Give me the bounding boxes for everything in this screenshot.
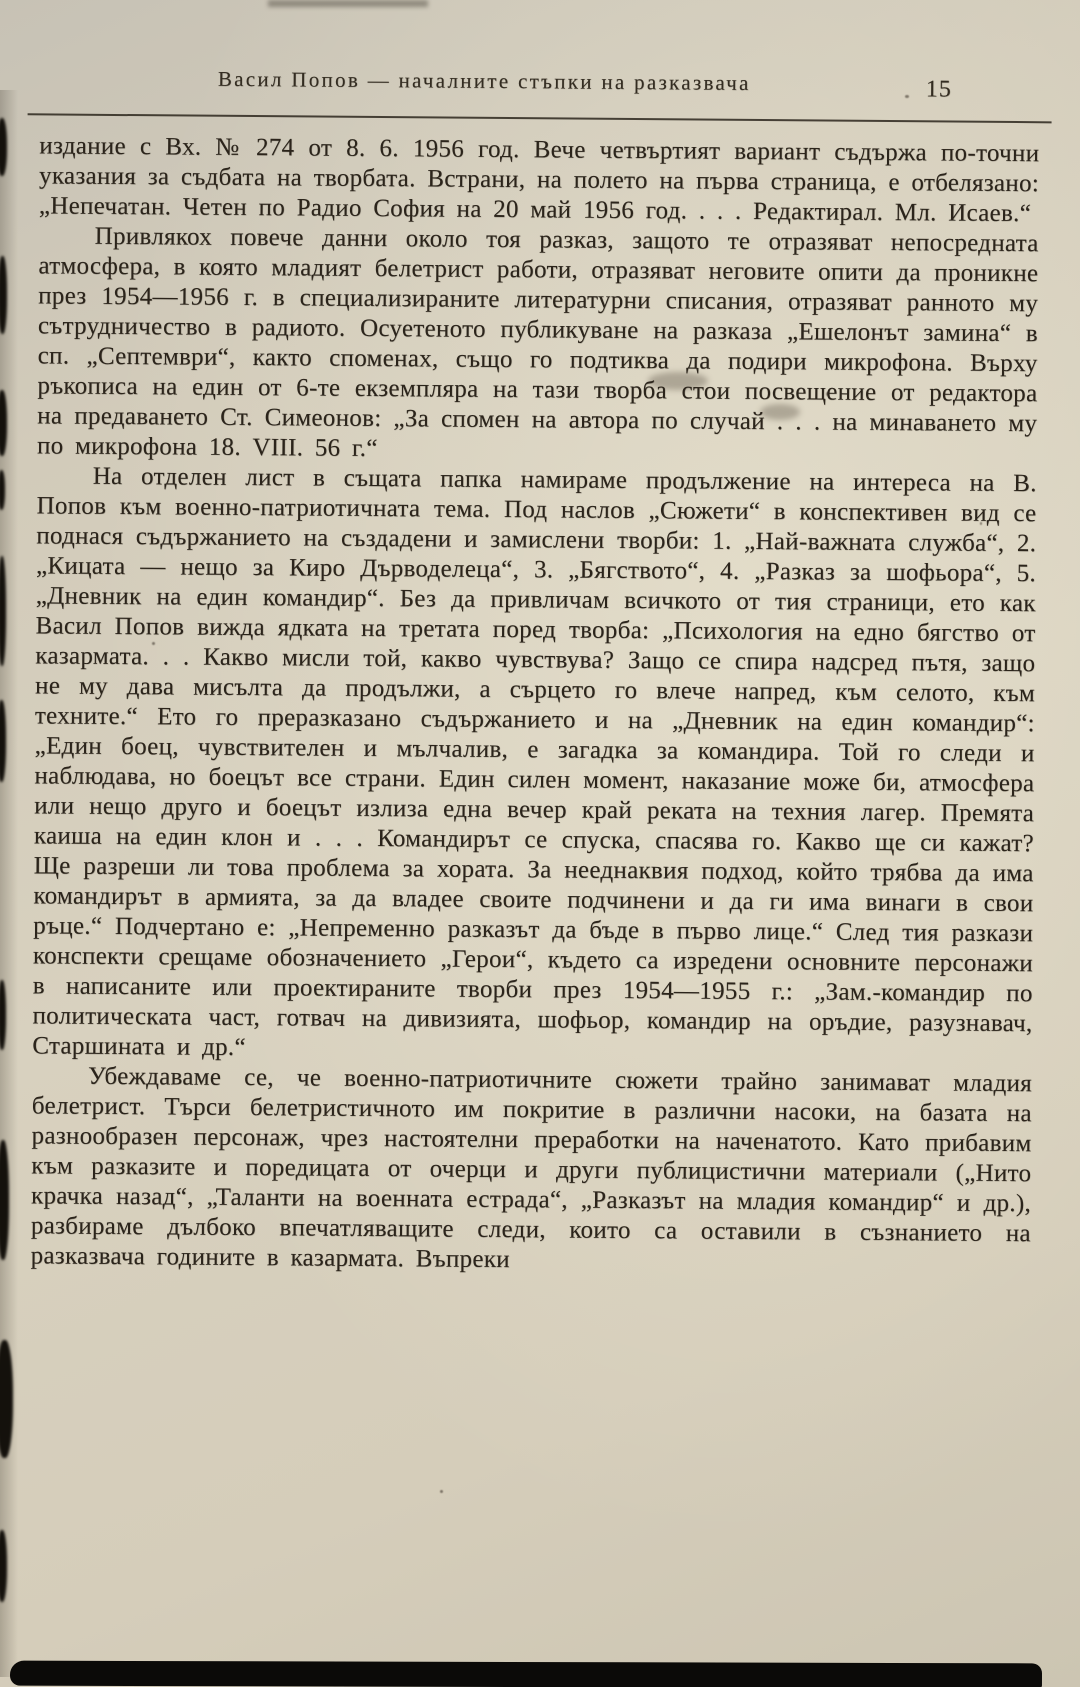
- binding-mark: [0, 1340, 13, 1458]
- paragraph-4: Убеждаваме се, че военно-патриотичните сюжети трайно занимават младия белетрист. Търси белетристичното им покритие в различни насоки, на базата на разнообразен персонаж, чрез настоятелни преработки на наченатото. Като прибавим към разказите и поредицата от очерци и други публицистични материали („Нито крачка назад“, „Таланти на военната естрада“, „Разказът на младия командир“ и др.), разбираме дълбоко впечатляващите следи, които са оставили в съзнанието на разказвача годините в казармата. Въпреки: [30, 1062, 1033, 1274]
- page-content: [31, 63, 1040, 1279]
- binding-mark: [0, 118, 7, 176]
- body-text: [31, 131, 1040, 1279]
- running-title: Васил Попов — началните стъпки на разказвача: [217, 66, 751, 95]
- scan-artifact-bottom-bar: [10, 1661, 1042, 1687]
- header-rule: [28, 113, 1052, 123]
- paper-speck: [440, 1490, 443, 1493]
- binding-mark: [0, 390, 7, 456]
- binding-mark: [0, 1530, 7, 1602]
- paragraph-3: На отделен лист в същата папка намираме продължение на интереса на В. Попов към военно-патриотичната тема. Под наслов „Сюжети“ в конспективен вид се поднася съдържанието на създадени и замислени творби: 1. „Най-важната служба“, 2. „Кицата — нещо за Киро Дърводелеца“, 3. „Бягството“, 4. „Разказ за шофьора“, 5. „Дневник на един командир“. Без да привличам всичкото от тия страници, ето как Васил Попов вижда ядката на третата поред творба: „Психология на едно бягство от казармата. . . Какво мисли той, какво чувствува? Защо се спира надсред пътя, защо не му дава мисълта да продължи, а сърцето го влече напред, към селото, към техните.“ Ето го преразказано съдържанието и на „Дневник на един командир“: „Един боец, чувствителен и мълчалив, е загадка за командира. Той го следи и наблюдава, но боецът все страни. Един силен момент, наказание може би, атмосфера или нещо друго и боецът излиза една вечер край реката на техния лагер. Премята каиша на един клон и . . . Командирът се спуска, спасява го. Какво ще си кажат? Ще разреши ли това проблема за хората. За нееднаквия подход, който трябва да има командирът в армията, за да владее своите подчинени и да ги има винаги в свои ръце.“ Подчертано е: „Непременно разказът да бъде в първо лице.“ След тия разкази конспекти срещаме обозначението „Герои“, където са изредени основните персонажи в написаните или проектираните творби през 1954—1955 г.: „Зам.-командир по политическата част, готвач на дивизията, шофьор, командир на оръдие, разузнавач, Старшината и др.“: [32, 462, 1037, 1062]
- binding-mark: [0, 256, 7, 334]
- page-number: 15: [925, 76, 952, 103]
- paragraph-1: издание с Вх. № 274 от 8. 6. 1956 год. Вече четвъртият вариант съдържа по-точни указания за съдбата на творбата. Встрани, на полето на първа страница, е отбелязано: „Непечатан. Четен по Радио София на 20 май 1956 год. . . . Редактирал. Мл. Исаев.“: [38, 132, 1040, 228]
- binding-mark: [0, 1140, 9, 1260]
- scan-smudge-top: [268, 0, 428, 7]
- binding-mark: [0, 980, 6, 1050]
- paragraph-2: Привлякох повече данни около тоя разказ, защото те отразяват непосредната атмосфера, в която младият белетрист работи, отразяват неговите опити да проникне през 1954—1956 г. в специализираните литературни списания, отразяват ранното му сътрудничество в радиото. Осуетеното публикуване на разказа „Ешелонът замина“ в сп. „Септември“, както споменах, също го подтиква да подири микрофона. Върху ръкописа на един от 6-те екземпляра на тази творба стои посвещение от редактора на предаването Ст. Симеонов: „За спомен на автора по случай . . . на минаването му по микрофона 18. VIII. 56 г.“: [36, 222, 1039, 463]
- binding-mark: [0, 470, 5, 510]
- binding-mark: [0, 556, 6, 666]
- page-header: [40, 63, 1040, 107]
- binding-mark: [0, 700, 6, 782]
